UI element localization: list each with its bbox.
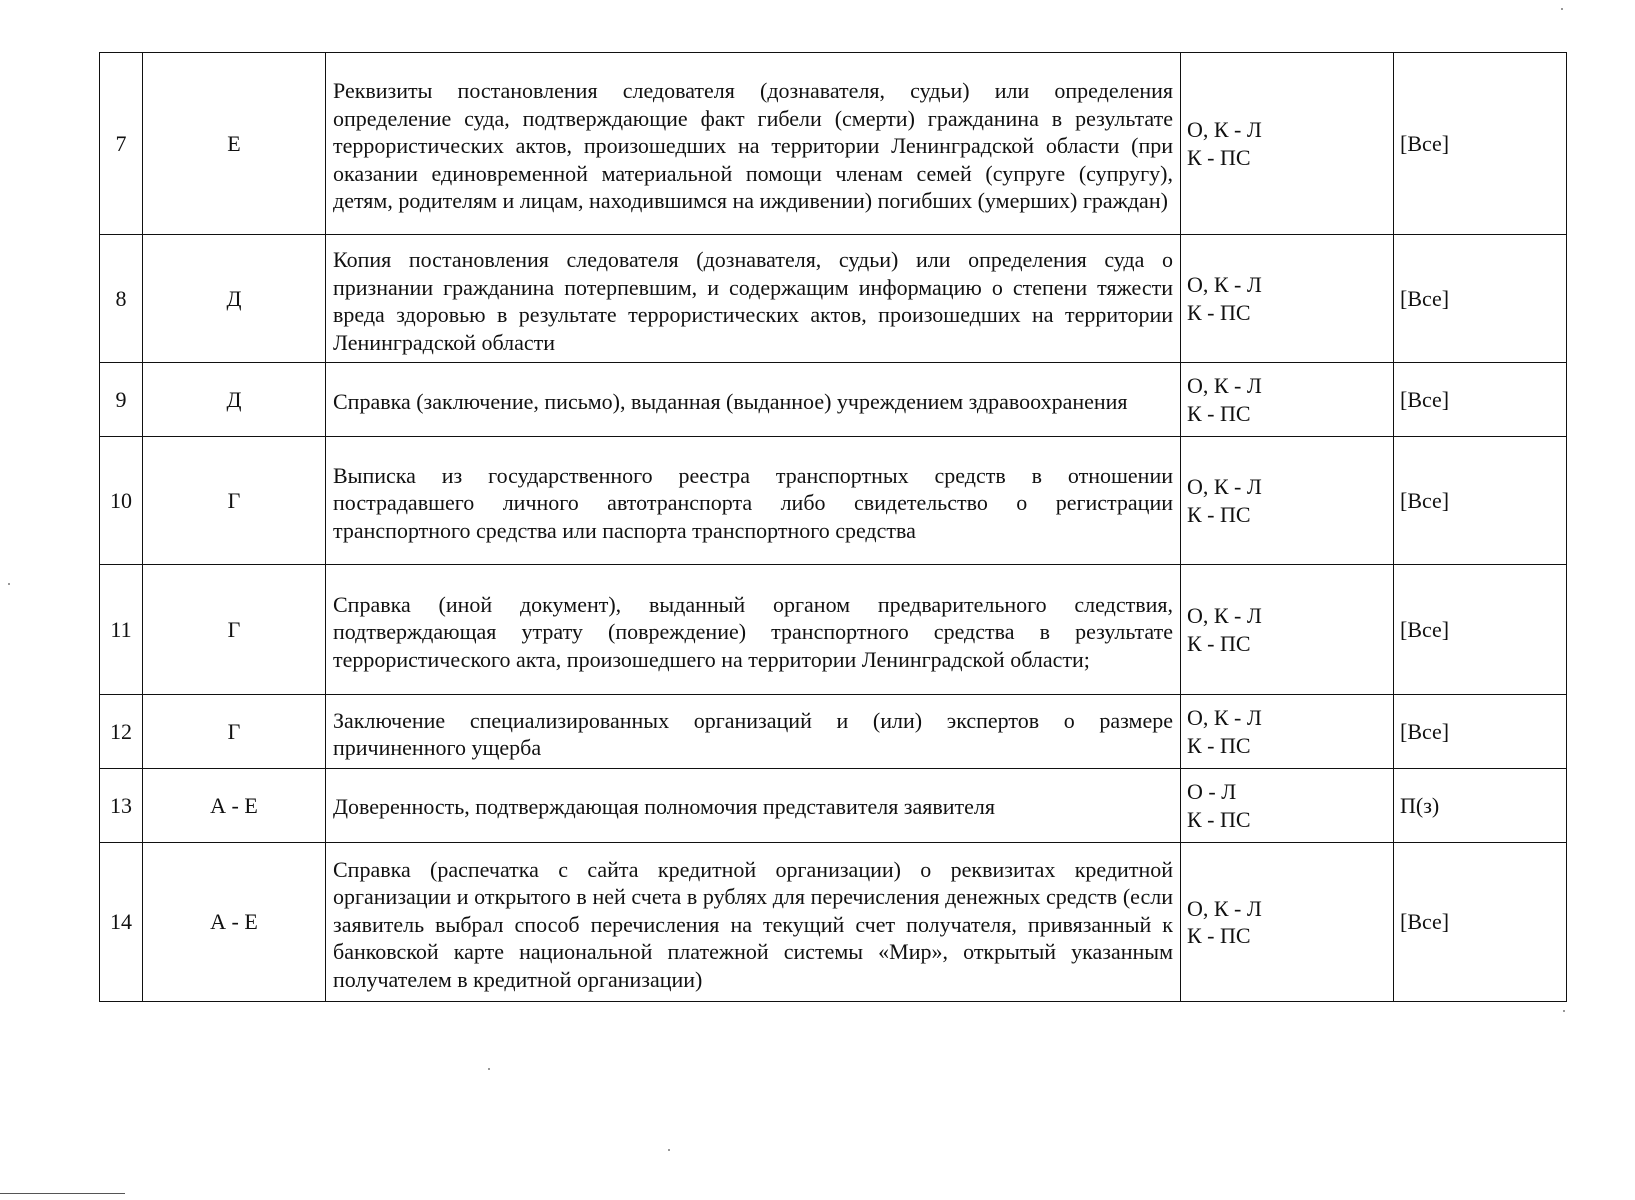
submission-form-line: О, К - Л (1187, 272, 1262, 297)
submission-form-line: О - Л (1187, 779, 1237, 804)
submission-form (1181, 235, 1394, 363)
provider: [Все] (1394, 363, 1567, 437)
applicant-category: Г (143, 437, 326, 565)
row-number: 8 (100, 235, 143, 363)
table-row (100, 769, 1567, 843)
table-row (100, 843, 1567, 1002)
provider: [Все] (1394, 53, 1567, 235)
submission-form-line: К - ПС (1187, 400, 1251, 426)
submission-form (1181, 363, 1394, 437)
submission-form-line: О, К - Л (1187, 474, 1262, 499)
row-number: 10 (100, 437, 143, 565)
provider: П(з) (1394, 769, 1567, 843)
provider: [Все] (1394, 565, 1567, 695)
document-description: Копия постановления следователя (дознавателя, судьи) или определения суда о признании гражданина потерпевшим, и содержащим информацию о степени тяжести вреда здоровью в результате террористических актов, произошедших на территории Ленинградской области (326, 235, 1181, 363)
document-description: Справка (иной документ), выданный органом предварительного следствия, подтверждающая утрату (повреждение) транспортного средства в результате террористического акта, произошедшего на территории Ленинградской области; (326, 565, 1181, 695)
scan-speck (488, 1068, 490, 1070)
provider: [Все] (1394, 843, 1567, 1002)
scan-speck (668, 1149, 670, 1151)
row-number: 11 (100, 565, 143, 695)
applicant-category: Г (143, 695, 326, 769)
document-description: Доверенность, подтверждающая полномочия представителя заявителя (326, 769, 1181, 843)
document-description: Справка (заключение, письмо), выданная (выданное) учреждением здравоохранения (326, 363, 1181, 437)
document-description: Справка (распечатка с сайта кредитной организации) о реквизитах кредитной организации и открытого в ней счета в рублях для перечисления денежных средств (если заявитель выбрал способ перечисления на текущий счет получателя, привязанный к банковской карте национальной платежной системы «Мир», открытый указанным получателем в кредитной организации) (326, 843, 1181, 1002)
document-description: Заключение специализированных организаций и (или) экспертов о размере причиненного ущерба (326, 695, 1181, 769)
submission-form (1181, 695, 1394, 769)
submission-form-line: О, К - Л (1187, 117, 1262, 142)
table-row (100, 53, 1567, 235)
submission-form-line: К - ПС (1187, 501, 1251, 527)
submission-form-line: О, К - Л (1187, 603, 1262, 628)
row-number: 12 (100, 695, 143, 769)
table-row (100, 695, 1567, 769)
submission-form (1181, 53, 1394, 235)
submission-form (1181, 437, 1394, 565)
row-number: 13 (100, 769, 143, 843)
table-row (100, 235, 1567, 363)
table-row (100, 363, 1567, 437)
documents-table (99, 52, 1567, 1002)
submission-form-line: О, К - Л (1187, 705, 1262, 730)
provider: [Все] (1394, 437, 1567, 565)
submission-form-line: К - ПС (1187, 299, 1251, 325)
table-row (100, 565, 1567, 695)
scan-artifact-line (0, 1193, 125, 1194)
document-description: Выписка из государственного реестра транспортных средств в отношении пострадавшего личного автотранспорта либо свидетельство о регистрации транспортного средства или паспорта транспортного средства (326, 437, 1181, 565)
row-number: 9 (100, 363, 143, 437)
scan-speck (1561, 8, 1563, 10)
submission-form-line: К - ПС (1187, 806, 1251, 832)
submission-form-line: О, К - Л (1187, 373, 1262, 398)
submission-form (1181, 769, 1394, 843)
scan-speck (8, 583, 10, 585)
scan-speck (1563, 1010, 1565, 1012)
document-description: Реквизиты постановления следователя (дознавателя, судьи) или определения определение суда, подтверждающие факт гибели (смерти) гражданина в результате террористических актов, произошедших на территории Ленинградской области (при оказании единовременной материальной помощи членам семей (супруге (супругу), детям, родителям и лицам, находившимся на иждивении) погибших (умерших) граждан) (326, 53, 1181, 235)
provider: [Все] (1394, 235, 1567, 363)
applicant-category: Г (143, 565, 326, 695)
applicant-category: А - Е (143, 843, 326, 1002)
row-number: 14 (100, 843, 143, 1002)
row-number: 7 (100, 53, 143, 235)
submission-form-line: К - ПС (1187, 923, 1251, 948)
submission-form-line: К - ПС (1187, 630, 1251, 656)
table-row (100, 437, 1567, 565)
submission-form (1181, 565, 1394, 695)
applicant-category: Д (143, 235, 326, 363)
applicant-category: А - Е (143, 769, 326, 843)
submission-form (1181, 843, 1394, 1002)
applicant-category: Е (143, 53, 326, 235)
applicant-category: Д (143, 363, 326, 437)
submission-form-line: О, К - Л (1187, 895, 1262, 921)
provider: [Все] (1394, 695, 1567, 769)
submission-form-line: К - ПС (1187, 144, 1251, 170)
submission-form-line: К - ПС (1187, 732, 1251, 758)
